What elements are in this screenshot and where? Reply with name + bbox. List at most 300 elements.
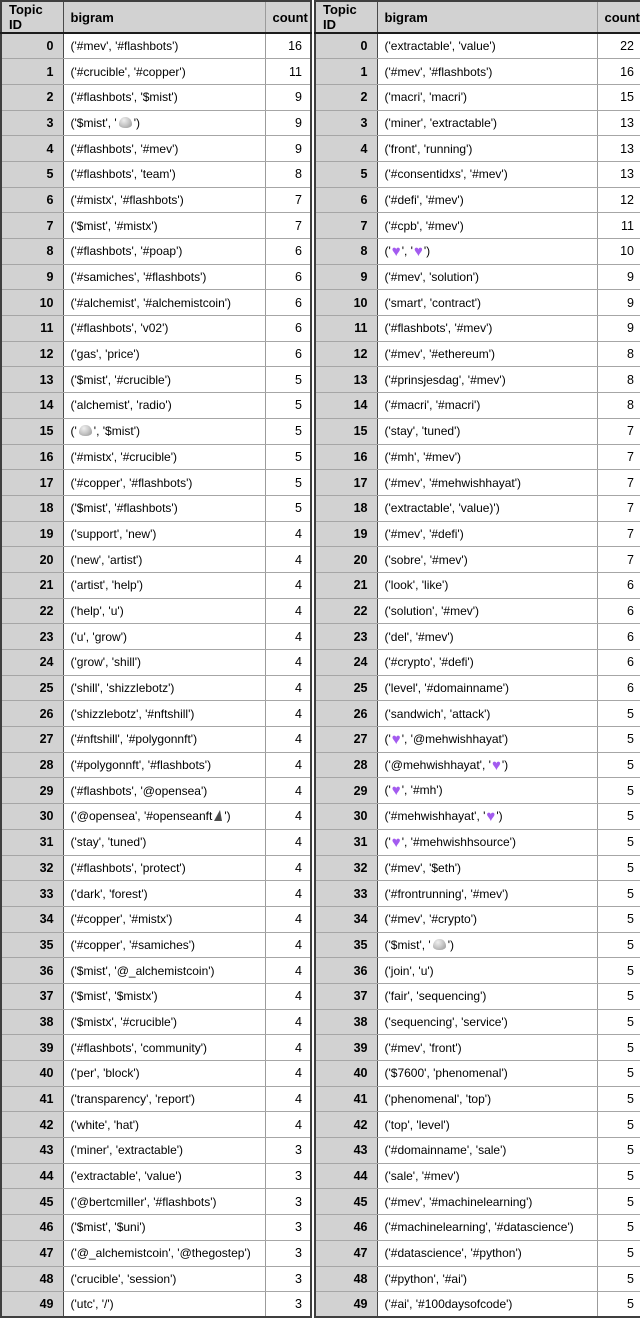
topic-id-cell: 38 (1, 1009, 63, 1035)
count-cell: 6 (265, 239, 311, 265)
bigram-cell: ('#crypto', '#defi') (377, 650, 597, 676)
table-row (315, 547, 640, 573)
table-row (315, 1112, 640, 1138)
topic-id-cell: 35 (1, 932, 63, 958)
table-row (315, 1035, 640, 1061)
count-cell: 5 (597, 804, 640, 830)
topic-id-cell: 11 (315, 316, 377, 342)
table-row (1, 84, 311, 110)
topic-id-cell: 10 (315, 290, 377, 316)
topic-id-cell: 41 (315, 1086, 377, 1112)
bigram-cell: ('gas', 'price') (63, 341, 265, 367)
table-row (315, 1009, 640, 1035)
topic-id-cell: 16 (315, 444, 377, 470)
purple-heart-emoji: ♥ (491, 756, 501, 774)
count-cell: 5 (597, 1112, 640, 1138)
topic-id-cell: 6 (1, 187, 63, 213)
table-row (315, 958, 640, 984)
count-cell: 4 (265, 983, 311, 1009)
count-cell: 11 (265, 59, 311, 85)
bigram-cell: ('#flashbots', '$mist') (63, 84, 265, 110)
count-cell: 7 (597, 470, 640, 496)
table-row (315, 33, 640, 59)
bigram-cell: ('#cpb', '#mev') (377, 213, 597, 239)
bigram-cell: ('utc', '/') (63, 1292, 265, 1318)
topic-id-cell: 48 (315, 1266, 377, 1292)
bigram-cell: ('#mev', '#machinelearning') (377, 1189, 597, 1215)
table-row (315, 239, 640, 265)
topic-id-cell: 44 (315, 1163, 377, 1189)
topic-id-cell: 8 (315, 239, 377, 265)
topic-id-header: Topic ID (1, 1, 63, 33)
table-row (315, 701, 640, 727)
bigram-cell: ('grow', 'shill') (63, 650, 265, 676)
alembic-emoji (119, 117, 132, 128)
topic-id-cell: 12 (315, 341, 377, 367)
table-row (1, 239, 311, 265)
topic-id-cell: 22 (315, 598, 377, 624)
count-cell: 4 (265, 932, 311, 958)
bigram-cell: ('stay', 'tuned') (377, 418, 597, 444)
count-cell: 6 (597, 650, 640, 676)
count-cell: 6 (597, 572, 640, 598)
count-cell: 7 (597, 444, 640, 470)
bigram-cell: ('sandwich', 'attack') (377, 701, 597, 727)
count-cell: 5 (597, 1138, 640, 1164)
bigram-cell: ('#frontrunning', '#mev') (377, 881, 597, 907)
count-cell: 5 (265, 444, 311, 470)
topic-id-cell: 31 (315, 829, 377, 855)
table-row (1, 444, 311, 470)
topic-id-cell: 46 (1, 1215, 63, 1241)
bigram-cell: ('extractable', 'value') (63, 1163, 265, 1189)
bigram-cell: ('♥', '#mehwishhsource') (377, 829, 597, 855)
count-cell: 7 (597, 521, 640, 547)
table-row (315, 598, 640, 624)
topic-id-cell: 27 (1, 727, 63, 753)
bigram-cell: ('#samiches', '#flashbots') (63, 264, 265, 290)
bigram-cell: ('new', 'artist') (63, 547, 265, 573)
bigram-cell: ('stay', 'tuned') (63, 829, 265, 855)
topic-id-cell: 34 (315, 906, 377, 932)
table-row (1, 136, 311, 162)
bigram-cell: ('#copper', '#mistx') (63, 906, 265, 932)
count-cell: 4 (265, 906, 311, 932)
bigram-cell: ('$mist', '@_alchemistcoin') (63, 958, 265, 984)
bigram-cell: ('sale', '#mev') (377, 1163, 597, 1189)
topic-id-cell: 8 (1, 239, 63, 265)
bigram-cell: ('$mist', '$mistx') (63, 983, 265, 1009)
bigram-cell: ('#flashbots', '#mev') (377, 316, 597, 342)
bigram-cell: ('transparency', 'report') (63, 1086, 265, 1112)
table-row (315, 1086, 640, 1112)
count-cell: 9 (597, 264, 640, 290)
bigram-cell: ('@opensea', '#openseanft ') (63, 804, 265, 830)
topic-id-cell: 46 (315, 1215, 377, 1241)
table-row (315, 727, 640, 753)
count-cell: 13 (597, 161, 640, 187)
table-row (315, 906, 640, 932)
bigram-cell: ('$mist', '#mistx') (63, 213, 265, 239)
bigram-cell: ('solution', '#mev') (377, 598, 597, 624)
bigram-cell: ('extractable', 'value') (377, 33, 597, 59)
topic-id-cell: 2 (315, 84, 377, 110)
table-row (1, 983, 311, 1009)
bigram-cell: ('#mev', '#flashbots') (377, 59, 597, 85)
topic-id-cell: 42 (1, 1112, 63, 1138)
bigram-cell: ('♥', '♥') (377, 239, 597, 265)
topic-id-cell: 4 (315, 136, 377, 162)
bigram-cell: ('#polygonnft', '#flashbots') (63, 752, 265, 778)
table-row (315, 110, 640, 136)
topic-id-cell: 48 (1, 1266, 63, 1292)
bigram-cell: ('front', 'running') (377, 136, 597, 162)
table-row (1, 906, 311, 932)
count-cell: 8 (597, 367, 640, 393)
count-cell: 7 (597, 547, 640, 573)
count-cell: 5 (597, 1163, 640, 1189)
topic-id-cell: 30 (315, 804, 377, 830)
topic-id-cell: 5 (1, 161, 63, 187)
count-cell: 5 (597, 932, 640, 958)
bigram-cell: ('support', 'new') (63, 521, 265, 547)
count-cell: 5 (265, 495, 311, 521)
bigram-cell: ('#mev', '#ethereum') (377, 341, 597, 367)
bigram-cell: ('$mist', '$uni') (63, 1215, 265, 1241)
topic-id-cell: 49 (315, 1292, 377, 1318)
count-cell: 4 (265, 547, 311, 573)
topic-id-cell: 14 (315, 393, 377, 419)
alembic-emoji (433, 939, 446, 950)
table-row (1, 701, 311, 727)
table-row (315, 1138, 640, 1164)
topic-id-cell: 14 (1, 393, 63, 419)
table-row (315, 1163, 640, 1189)
topic-id-cell: 28 (1, 752, 63, 778)
bigram-cell: ('per', 'block') (63, 1061, 265, 1087)
count-cell: 5 (597, 881, 640, 907)
topic-id-cell: 26 (315, 701, 377, 727)
table-row (315, 1292, 640, 1318)
purple-heart-emoji: ♥ (391, 242, 401, 260)
table-row (315, 829, 640, 855)
table-row (1, 521, 311, 547)
topic-id-cell: 22 (1, 598, 63, 624)
count-cell: 5 (265, 393, 311, 419)
bigram-cell: ('miner', 'extractable') (63, 1138, 265, 1164)
table-row (315, 290, 640, 316)
table-row (1, 958, 311, 984)
topic-id-cell: 20 (315, 547, 377, 573)
topic-id-cell: 40 (1, 1061, 63, 1087)
count-cell: 4 (265, 624, 311, 650)
count-cell: 6 (265, 341, 311, 367)
table-row (315, 187, 640, 213)
header-row (315, 1, 640, 33)
topic-id-cell: 13 (1, 367, 63, 393)
topic-id-cell: 0 (315, 33, 377, 59)
count-cell: 4 (265, 572, 311, 598)
table-row (315, 1240, 640, 1266)
table-row (1, 470, 311, 496)
topic-id-header: Topic ID (315, 1, 377, 33)
table-row (1, 855, 311, 881)
table-row (1, 264, 311, 290)
table-row (1, 547, 311, 573)
count-cell: 22 (597, 33, 640, 59)
count-cell: 9 (265, 110, 311, 136)
sailboat-emoji (214, 810, 222, 821)
table-row (315, 136, 640, 162)
topic-id-cell: 47 (315, 1240, 377, 1266)
bigram-cell: ('#alchemist', '#alchemistcoin') (63, 290, 265, 316)
bigram-header: bigram (377, 1, 597, 33)
bigram-cell: ('#mev', '#crypto') (377, 906, 597, 932)
bigram-cell: ('level', '#domainname') (377, 675, 597, 701)
table-row (1, 1163, 311, 1189)
topic-id-cell: 15 (1, 418, 63, 444)
bigram-cell: ('#flashbots', 'v02') (63, 316, 265, 342)
topic-id-cell: 20 (1, 547, 63, 573)
topic-id-cell: 18 (1, 495, 63, 521)
topic-id-cell: 11 (1, 316, 63, 342)
count-cell: 3 (265, 1266, 311, 1292)
header-row (1, 1, 311, 33)
table-row (315, 572, 640, 598)
count-cell: 7 (597, 418, 640, 444)
count-cell: 6 (265, 316, 311, 342)
count-cell: 9 (265, 136, 311, 162)
bigram-cell: ('#ai', '#100daysofcode') (377, 1292, 597, 1318)
topic-id-cell: 42 (315, 1112, 377, 1138)
count-cell: 4 (265, 778, 311, 804)
topic-id-cell: 3 (315, 110, 377, 136)
bigram-cell: ('#macri', '#macri') (377, 393, 597, 419)
topic-id-cell: 0 (1, 33, 63, 59)
bigram-cell: ('#flashbots', 'protect') (63, 855, 265, 881)
count-cell: 4 (265, 829, 311, 855)
table-row (1, 187, 311, 213)
count-cell: 6 (597, 598, 640, 624)
bigram-cell: ('#mistx', '#crucible') (63, 444, 265, 470)
count-cell: 3 (265, 1138, 311, 1164)
count-cell: 5 (597, 1266, 640, 1292)
count-cell: 7 (265, 213, 311, 239)
table-row (1, 881, 311, 907)
count-cell: 4 (265, 1112, 311, 1138)
count-cell: 5 (265, 418, 311, 444)
count-cell: 13 (597, 136, 640, 162)
table-row (1, 418, 311, 444)
table-row (315, 804, 640, 830)
topic-id-cell: 35 (315, 932, 377, 958)
bigram-cell: ('#crucible', '#copper') (63, 59, 265, 85)
bigram-cell: ('look', 'like') (377, 572, 597, 598)
table-row (1, 778, 311, 804)
table-row (315, 161, 640, 187)
topic-id-cell: 21 (1, 572, 63, 598)
topic-id-cell: 34 (1, 906, 63, 932)
bigram-cell: ('#mev', 'front') (377, 1035, 597, 1061)
count-cell: 6 (265, 290, 311, 316)
topic-id-cell: 24 (315, 650, 377, 676)
table-row (315, 1266, 640, 1292)
bigram-cell: ('extractable', 'value)') (377, 495, 597, 521)
bigram-table-left (0, 0, 312, 1318)
table-row (1, 752, 311, 778)
bigram-cell: ('#flashbots', '@opensea') (63, 778, 265, 804)
count-header: count (597, 1, 640, 33)
count-cell: 11 (597, 213, 640, 239)
table-row (1, 932, 311, 958)
count-cell: 16 (597, 59, 640, 85)
table-row (1, 1215, 311, 1241)
bigram-cell: ('$7600', 'phenomenal') (377, 1061, 597, 1087)
count-cell: 4 (265, 958, 311, 984)
count-cell: 5 (597, 855, 640, 881)
count-cell: 8 (597, 393, 640, 419)
topic-id-cell: 7 (315, 213, 377, 239)
bigram-cell: ('alchemist', 'radio') (63, 393, 265, 419)
topic-id-cell: 13 (315, 367, 377, 393)
table-row (1, 316, 311, 342)
table-row (315, 418, 640, 444)
topic-id-cell: 41 (1, 1086, 63, 1112)
topic-id-cell: 31 (1, 829, 63, 855)
alembic-emoji (79, 425, 92, 436)
bigram-cell: ('#nftshill', '#polygonnft') (63, 727, 265, 753)
topic-id-cell: 23 (1, 624, 63, 650)
count-cell: 4 (265, 1061, 311, 1087)
table-row (1, 1061, 311, 1087)
table-row (315, 495, 640, 521)
table-row (315, 521, 640, 547)
count-cell: 7 (265, 187, 311, 213)
table-row (1, 1009, 311, 1035)
topic-id-cell: 25 (315, 675, 377, 701)
topic-id-cell: 18 (315, 495, 377, 521)
count-cell: 5 (597, 752, 640, 778)
topic-id-cell: 43 (315, 1138, 377, 1164)
table-row (1, 1292, 311, 1318)
bigram-table-right (314, 0, 640, 1318)
bigram-cell: ('#flashbots', '#poap') (63, 239, 265, 265)
bigram-cell: ('#flashbots', 'team') (63, 161, 265, 187)
topic-id-cell: 23 (315, 624, 377, 650)
count-cell: 4 (265, 701, 311, 727)
bigram-cell: ('#mev', '#defi') (377, 521, 597, 547)
bigram-cell: ('#prinsjesdag', '#mev') (377, 367, 597, 393)
bigram-cell: ('♥', '#mh') (377, 778, 597, 804)
purple-heart-emoji: ♥ (391, 782, 401, 800)
bigram-cell: ('smart', 'contract') (377, 290, 597, 316)
bigram-cell: ('phenomenal', 'top') (377, 1086, 597, 1112)
table-row (1, 624, 311, 650)
count-cell: 5 (597, 778, 640, 804)
topic-id-cell: 45 (315, 1189, 377, 1215)
topic-id-cell: 37 (1, 983, 63, 1009)
topic-id-cell: 7 (1, 213, 63, 239)
topic-id-cell: 24 (1, 650, 63, 676)
topic-id-cell: 19 (315, 521, 377, 547)
bigram-cell: ('#mev', '#mehwishhayat') (377, 470, 597, 496)
table-row (1, 290, 311, 316)
count-cell: 5 (597, 1035, 640, 1061)
topic-id-cell: 4 (1, 136, 63, 162)
topic-id-cell: 28 (315, 752, 377, 778)
topic-id-cell: 29 (315, 778, 377, 804)
count-cell: 9 (265, 84, 311, 110)
count-cell: 4 (265, 675, 311, 701)
table-row (315, 778, 640, 804)
bigram-cell: ('miner', 'extractable') (377, 110, 597, 136)
table-row (315, 470, 640, 496)
count-cell: 5 (597, 701, 640, 727)
count-cell: 3 (265, 1215, 311, 1241)
topic-id-cell: 2 (1, 84, 63, 110)
count-cell: 15 (597, 84, 640, 110)
bigram-cell: ('$mist', ' ') (63, 110, 265, 136)
count-cell: 7 (597, 495, 640, 521)
count-cell: 10 (597, 239, 640, 265)
topic-id-cell: 44 (1, 1163, 63, 1189)
table-row (1, 33, 311, 59)
count-cell: 4 (265, 804, 311, 830)
count-cell: 6 (597, 624, 640, 650)
count-cell: 3 (265, 1163, 311, 1189)
table-row (1, 1086, 311, 1112)
table-row (315, 881, 640, 907)
topic-id-cell: 39 (315, 1035, 377, 1061)
bigram-cell: ('u', 'grow') (63, 624, 265, 650)
table-row (1, 829, 311, 855)
purple-heart-emoji: ♥ (486, 807, 496, 825)
bigram-cell: ('#datascience', '#python') (377, 1240, 597, 1266)
bigram-cell: ('white', 'hat') (63, 1112, 265, 1138)
count-cell: 4 (265, 521, 311, 547)
topic-id-cell: 6 (315, 187, 377, 213)
count-cell: 5 (597, 1189, 640, 1215)
topic-id-cell: 3 (1, 110, 63, 136)
table-row (1, 213, 311, 239)
table-row (315, 84, 640, 110)
count-cell: 5 (597, 983, 640, 1009)
count-cell: 5 (597, 1215, 640, 1241)
topic-id-cell: 36 (315, 958, 377, 984)
bigram-cell: ('#mev', '#flashbots') (63, 33, 265, 59)
bigram-cell: ('#flashbots', 'community') (63, 1035, 265, 1061)
table-row (315, 316, 640, 342)
bigram-cell: ('macri', 'macri') (377, 84, 597, 110)
count-cell: 9 (597, 316, 640, 342)
table-row (1, 161, 311, 187)
table-row (315, 367, 640, 393)
topic-id-cell: 9 (1, 264, 63, 290)
table-row (1, 1240, 311, 1266)
bigram-cell: ('#domainname', 'sale') (377, 1138, 597, 1164)
topic-id-cell: 1 (1, 59, 63, 85)
bigram-cell: ('help', 'u') (63, 598, 265, 624)
topic-id-cell: 39 (1, 1035, 63, 1061)
count-cell: 5 (597, 1292, 640, 1318)
count-cell: 16 (265, 33, 311, 59)
table-row (1, 495, 311, 521)
table-row (315, 752, 640, 778)
table-row (1, 59, 311, 85)
topic-id-cell: 40 (315, 1061, 377, 1087)
count-cell: 4 (265, 752, 311, 778)
table-row (315, 1061, 640, 1087)
